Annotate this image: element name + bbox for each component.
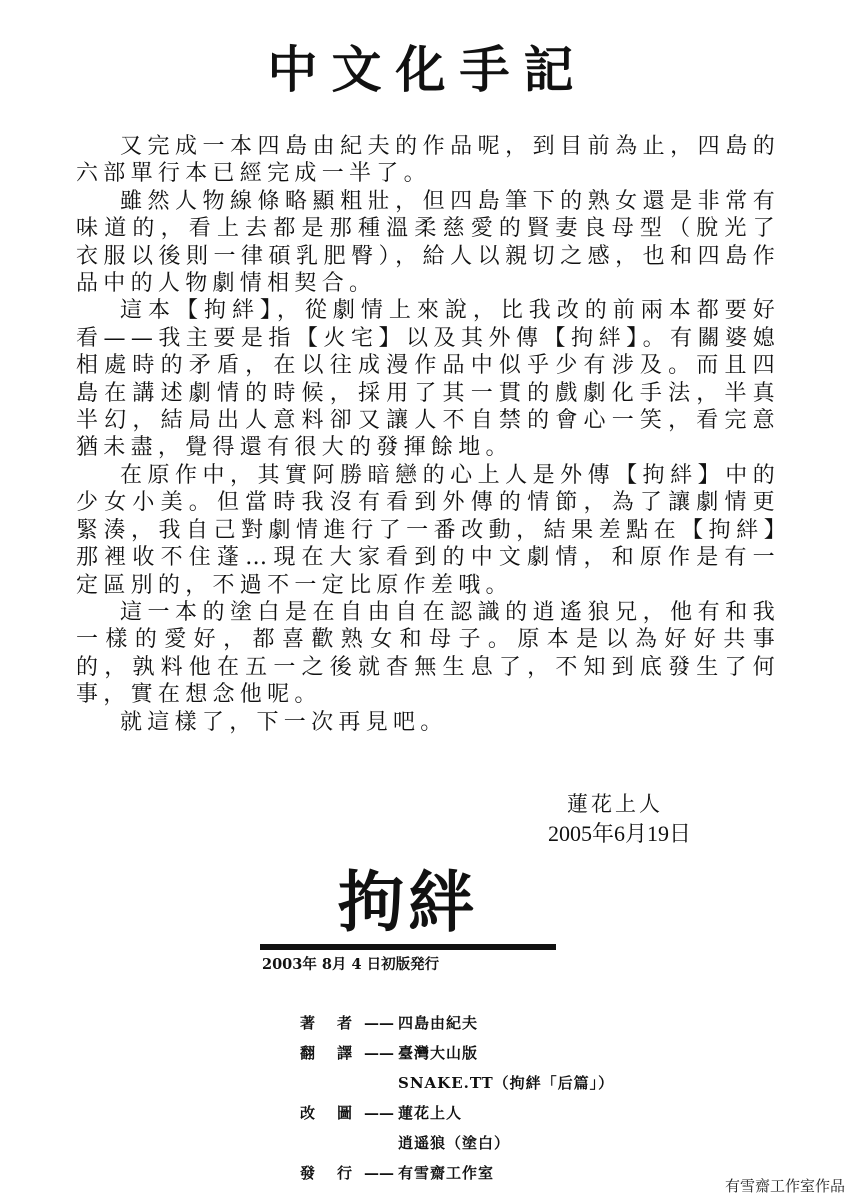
credit-dash: —— <box>364 1104 394 1122</box>
paragraph-6: 就這樣了，下一次再見吧。 <box>120 709 448 735</box>
credit-dash: —— <box>364 1044 394 1062</box>
paragraph-1: 又完成一本四島由紀夫的作品呢，到目前為止，四島的六部單行本已經完成一半了。 <box>76 134 780 187</box>
paragraph-5: 這一本的塗白是在自由自在認識的逍遙狼兄，他有和我一樣的愛好，都喜歡熟女和母子。原本是以為好好共事的，孰料他在五一之後就杳無生息了，不知到底發生了何事，實在想念他呢。 <box>76 599 780 708</box>
signature-block <box>548 790 691 848</box>
credit-role-char: 發 <box>300 1164 316 1182</box>
credit-role-char: 改 <box>300 1104 316 1122</box>
footer-credit: 有雪齋工作室作品 <box>724 1177 845 1195</box>
credit-name: SNAKE.TT（拘絆「后篇」） <box>398 1074 615 1092</box>
credit-role <box>300 1160 352 1186</box>
credit-row-translation <box>300 1040 640 1070</box>
signature-name: 蓮花上人 <box>567 792 663 816</box>
credit-role-char: 著 <box>300 1014 316 1032</box>
credit-role-char: 圖 <box>336 1104 352 1122</box>
credit-role-char: 譯 <box>336 1044 352 1062</box>
credit-row-publisher <box>300 1160 640 1190</box>
edition-line: 2003年 8月 4 日初版発行 <box>262 956 440 973</box>
credit-role-char: 行 <box>336 1164 352 1182</box>
credit-name: 逍遥狼（塗白） <box>398 1134 511 1152</box>
credit-role <box>300 1040 352 1066</box>
credit-name: 蓮花上人 <box>398 1104 463 1122</box>
credit-role-char: 翻 <box>300 1044 316 1062</box>
paragraph-2: 雖然人物線條略顯粗壯，但四島筆下的熟女還是非常有味道的，看上去都是那種溫柔慈愛的賢妻良母型（脫光了衣服以後則一律碩乳肥臀），給人以親切之感，也和四島作品中的人物劇情相契合。 <box>76 188 780 297</box>
credit-name: 臺灣大山版 <box>398 1044 479 1062</box>
credit-dash: —— <box>364 1164 394 1182</box>
credit-name: 有雪齋工作室 <box>398 1164 495 1182</box>
book-title: 拘絆 <box>338 863 478 941</box>
credits-list <box>300 1010 640 1190</box>
credit-dash: —— <box>364 1014 394 1032</box>
credit-row-edit <box>300 1100 640 1130</box>
paragraph-3: 這本【拘絆】，從劇情上來說，比我改的前兩本都要好看——我主要是指【火宅】以及其外傳【拘絆】。有關婆媳相處時的矛盾，在以往成漫作品中似乎少有涉及。而且四島在講述劇情的時候，採用了其一貫的戲劇化手法，半真半幻，結局出人意料卻又讓人不自禁的會心一笑，看完意猶未盡，覺得還有很大的發揮餘地。 <box>76 298 780 461</box>
paragraph-4: 在原作中，其實阿勝暗戀的心上人是外傳【拘絆】中的少女小美。但當時我沒有看到外傳的情節，為了讓劇情更緊湊，我自己對劇情進行了一番改動，結果差點在【拘絆】那裡收不住蓬…現在大家看到的中文劇情，和原作是有一定區別的，不過不一定比原作差哦。 <box>76 462 780 598</box>
credit-role-char: 者 <box>336 1014 352 1032</box>
credit-row-translation-2 <box>300 1070 640 1100</box>
signature-date: 2005年6月19日 <box>547 821 691 846</box>
translator-notes <box>76 133 780 736</box>
title-rule <box>260 944 556 950</box>
credit-name: 四島由紀夫 <box>398 1014 479 1032</box>
credit-row-author <box>300 1010 640 1040</box>
credit-row-edit-2 <box>300 1130 640 1160</box>
credit-role <box>300 1010 352 1036</box>
credit-role <box>300 1100 352 1126</box>
page-title: 中文化手記 <box>267 41 588 99</box>
